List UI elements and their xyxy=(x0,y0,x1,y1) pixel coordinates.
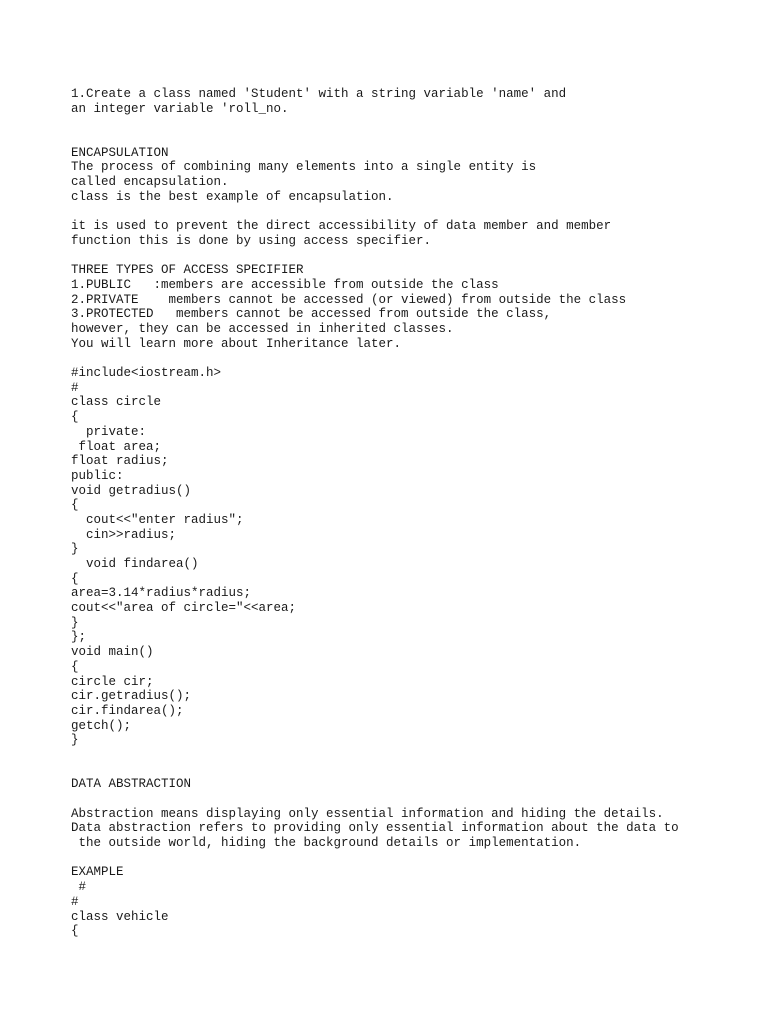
text-line: 2.PRIVATE members cannot be accessed (or viewed) from outside the class xyxy=(71,292,627,307)
blank-line xyxy=(71,792,751,807)
text-line: You will learn more about Inheritance later. xyxy=(71,336,402,351)
document-body xyxy=(71,87,751,939)
text-line: public: xyxy=(71,468,124,483)
blank-line xyxy=(71,249,751,264)
text-line: 1.PUBLIC :members are accessible from outside the class xyxy=(71,277,499,292)
text-line: }; xyxy=(71,630,87,645)
text-line: cout<<"enter radius"; xyxy=(71,512,244,527)
text-line: #include<iostream.h> xyxy=(71,366,222,381)
text-line: } xyxy=(71,615,79,630)
text-line: float area; xyxy=(71,439,162,454)
text-line: it is used to prevent the direct accessibility of data member and member xyxy=(71,219,612,234)
text-line: function this is done by using access specifier. xyxy=(71,233,432,248)
text-line: The process of combining many elements into a single entity is xyxy=(71,160,537,175)
text-line: void main() xyxy=(71,645,154,660)
text-line: ENCAPSULATION xyxy=(71,145,169,160)
text-line: { xyxy=(71,571,79,586)
text-line: class vehicle xyxy=(71,909,169,924)
text-line: } xyxy=(71,542,79,557)
text-line: { xyxy=(71,498,79,513)
text-line: 1.Create a class named 'Student' with a string variable 'name' and xyxy=(71,87,567,101)
text-line: THREE TYPES OF ACCESS SPECIFIER xyxy=(71,263,304,278)
text-line: the outside world, hiding the background details or implementation. xyxy=(71,836,582,851)
text-line: { xyxy=(71,659,79,674)
text-line: class circle xyxy=(71,395,162,410)
text-line: 3.PROTECTED members cannot be accessed from outside the class, xyxy=(71,307,552,322)
text-line: # xyxy=(71,880,87,895)
text-line: cir.getradius(); xyxy=(71,689,192,704)
text-line: private: xyxy=(71,424,147,439)
document-page xyxy=(71,87,751,939)
text-line: # xyxy=(71,380,79,395)
text-line: called encapsulation. xyxy=(71,175,229,190)
text-line: DATA ABSTRACTION xyxy=(71,777,192,792)
blank-line xyxy=(71,205,751,220)
text-line: class is the best example of encapsulation. xyxy=(71,189,394,204)
blank-line xyxy=(71,131,751,146)
text-line: void getradius() xyxy=(71,483,192,498)
blank-line xyxy=(71,748,751,763)
text-line: EXAMPLE xyxy=(71,865,124,880)
blank-line xyxy=(71,116,751,131)
text-line: getch(); xyxy=(71,718,132,733)
text-line: { xyxy=(71,924,79,939)
blank-line xyxy=(71,851,751,866)
text-line: # xyxy=(71,894,79,909)
text-line: Abstraction means displaying only essential information and hiding the details. xyxy=(71,806,664,821)
text-line: circle cir; xyxy=(71,674,154,689)
text-line: however, they can be accessed in inherited classes. xyxy=(71,322,454,336)
text-line: float radius; xyxy=(71,454,169,469)
text-line: { xyxy=(71,410,79,425)
text-line: void findarea() xyxy=(71,557,199,571)
text-line: Data abstraction refers to providing only essential information about the data to xyxy=(71,821,679,836)
text-line: cout<<"area of circle="<<area; xyxy=(71,601,297,616)
text-line: an integer variable 'roll_no. xyxy=(71,101,289,116)
text-line: area=3.14*radius*radius; xyxy=(71,586,252,601)
blank-line xyxy=(71,763,751,778)
blank-line xyxy=(71,351,751,366)
text-line: } xyxy=(71,733,79,748)
text-line: cin>>radius; xyxy=(71,527,177,542)
text-line: cir.findarea(); xyxy=(71,703,184,718)
